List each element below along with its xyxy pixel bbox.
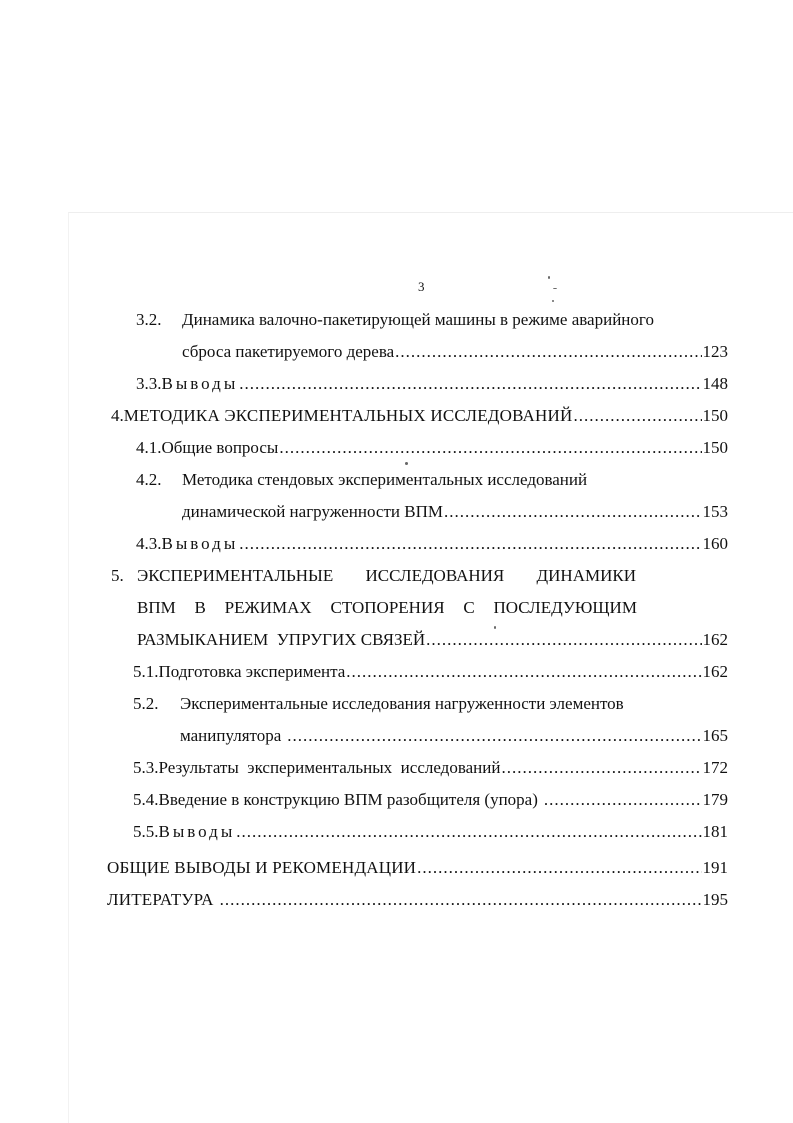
toc-entry-page: 181 (702, 822, 728, 841)
toc-entry-page: 162 (702, 630, 728, 649)
toc-leader-dots (236, 816, 701, 848)
toc-leader-dots (417, 852, 701, 884)
toc-leader-dots (501, 752, 701, 784)
toc-title-word: ВПМ (137, 598, 176, 617)
toc-entry-number: 5.3. (133, 758, 159, 777)
toc-entry-5-3 (133, 752, 728, 784)
toc-leader-dots (573, 400, 701, 432)
toc-entry-title: ОБЩИЕ ВЫВОДЫ И РЕКОМЕНДАЦИИ (107, 858, 417, 877)
toc-entry-title: Методика стендовых экспериментальных исследований (182, 470, 588, 489)
toc-entry-5-2 (133, 688, 693, 720)
toc-entry-page: 172 (702, 758, 728, 777)
toc-entry-number: 3.2. (136, 310, 162, 329)
toc-title-word: ДИНАМИКИ (536, 566, 636, 585)
toc-entry-title: сброса пакетируемого дерева (182, 342, 395, 361)
toc-entry-page: 195 (702, 890, 728, 909)
toc-leader-dots (426, 624, 701, 656)
toc-leader-dots (544, 784, 702, 816)
toc-entry-title: Общие вопросы (161, 438, 279, 457)
toc-title-word: РЕЖИМАХ (224, 598, 312, 617)
toc-entry-number: 5. (111, 566, 124, 585)
toc-entry-title: Экспериментальные исследования нагруженности элементов (180, 694, 624, 713)
toc-entry-page: 160 (702, 534, 728, 553)
toc-entry-number: 4. (111, 406, 124, 425)
toc-entry-number: 5.5. (133, 822, 159, 841)
toc-entry-number: 4.1. (136, 438, 162, 457)
toc-leader-dots (279, 432, 701, 464)
toc-entry-5-line-3 (137, 624, 728, 656)
toc-entry-references (107, 884, 728, 916)
toc-entry-page: 179 (702, 790, 728, 809)
toc-entry-conclusions (107, 852, 728, 884)
scan-speck (548, 276, 550, 279)
toc-entry-page: 165 (702, 726, 728, 745)
toc-entry-title: манипулятора (180, 726, 282, 745)
toc-entry-page: 150 (702, 406, 728, 425)
toc-entry-page: 148 (702, 374, 728, 393)
page-number: 3 (418, 279, 425, 294)
toc-entry-title: динамической нагруженности ВПМ (182, 502, 443, 521)
toc-entry-number: 5.1. (133, 662, 159, 681)
toc-title-word: ПОСЛЕДУЮЩИМ (493, 598, 637, 617)
toc-entry-number: 3.3. (136, 374, 162, 393)
toc-entry-number: 5.4. (133, 790, 159, 809)
toc-entry-title: Введение в конструкцию ВПМ разобщителя (упора) (158, 790, 538, 809)
toc-entry-page: 162 (702, 662, 728, 681)
toc-title-word: ЭКСПЕРИМЕНТАЛЬНЫЕ (137, 566, 334, 585)
toc-entry-page: 191 (702, 858, 728, 877)
toc-entry-number: 4.3. (136, 534, 162, 553)
toc-leader-dots (395, 336, 701, 368)
toc-leader-dots (444, 496, 702, 528)
toc-entry-3-3 (136, 368, 728, 400)
toc-entry-5-5 (133, 816, 728, 848)
toc-entry-title: РАЗМЫКАНИЕМ УПРУГИХ СВЯЗЕЙ (137, 630, 426, 649)
toc-entry-3-2 (136, 304, 706, 336)
toc-entry-page: 123 (702, 342, 728, 361)
toc-leader-dots (220, 884, 702, 916)
toc-entry-page: 153 (702, 502, 728, 521)
toc-entry-title: Выводы (161, 534, 239, 553)
toc-title-word: В (194, 598, 206, 617)
toc-entry-title: Выводы (161, 374, 239, 393)
toc-entry-4-2 (136, 464, 696, 496)
toc-entry-number: 4.2. (136, 470, 162, 489)
toc-entry-5-line-2 (137, 592, 637, 624)
toc-entry-title: Подготовка эксперимента (158, 662, 346, 681)
toc-leader-dots (346, 656, 701, 688)
toc-entry-4-1 (136, 432, 728, 464)
toc-entry-title-justified (137, 560, 636, 592)
toc-title-word: С (463, 598, 475, 617)
scan-speck (552, 300, 554, 302)
toc-entry-3-2-continued (182, 336, 728, 368)
toc-entry-4-3 (136, 528, 728, 560)
toc-title-word: ИССЛЕДОВАНИЯ (365, 566, 505, 585)
toc-entry-4 (111, 400, 728, 432)
scan-speck (553, 288, 557, 289)
toc-entry-5-2-continued (180, 720, 728, 752)
toc-title-word: СТОПОРЕНИЯ (330, 598, 445, 617)
toc-entry-title: Выводы (158, 822, 236, 841)
toc-entry-page: 150 (702, 438, 728, 457)
toc-entry-title: Результаты экспериментальных исследований (158, 758, 501, 777)
toc-leader-dots (239, 528, 701, 560)
toc-entry-number: 5.2. (133, 694, 159, 713)
toc-entry-5 (111, 560, 636, 592)
toc-leader-dots (239, 368, 701, 400)
toc-entry-4-2-continued (182, 496, 728, 528)
toc-entry-title: МЕТОДИКА ЭКСПЕРИМЕНТАЛЬНЫХ ИССЛЕДОВАНИЙ (123, 406, 573, 425)
toc-entry-5-4 (133, 784, 728, 816)
toc-leader-dots (287, 720, 701, 752)
toc-entry-5-1 (133, 656, 728, 688)
toc-entry-title: ЛИТЕРАТУРА (107, 890, 214, 909)
toc-entry-title: Динамика валочно-пакетирующей машины в режиме аварийного (182, 310, 654, 329)
